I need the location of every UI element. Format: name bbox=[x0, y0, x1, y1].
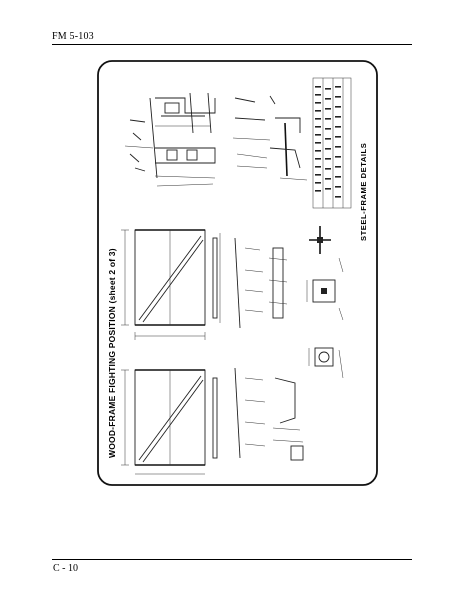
steel-frame-detail-group bbox=[125, 78, 351, 208]
frame-elevation-bottom bbox=[121, 370, 217, 474]
page-header: FM 5-103 bbox=[52, 31, 94, 42]
plate-subtitle: STEEL-FRAME DETAILS bbox=[359, 142, 368, 241]
page-number: C - 10 bbox=[53, 563, 78, 574]
frame-elevation-top bbox=[121, 230, 220, 340]
footer-rule bbox=[52, 559, 412, 560]
bottom-side-details bbox=[235, 348, 343, 460]
mid-side-details bbox=[235, 226, 343, 328]
technical-drawing bbox=[95, 58, 380, 488]
plate-border bbox=[98, 61, 377, 485]
figure-plate bbox=[95, 58, 380, 488]
header-rule bbox=[52, 44, 412, 45]
plate-title: WOOD-FRAME FIGHTING POSITION (sheet 2 of 3) bbox=[107, 248, 117, 458]
